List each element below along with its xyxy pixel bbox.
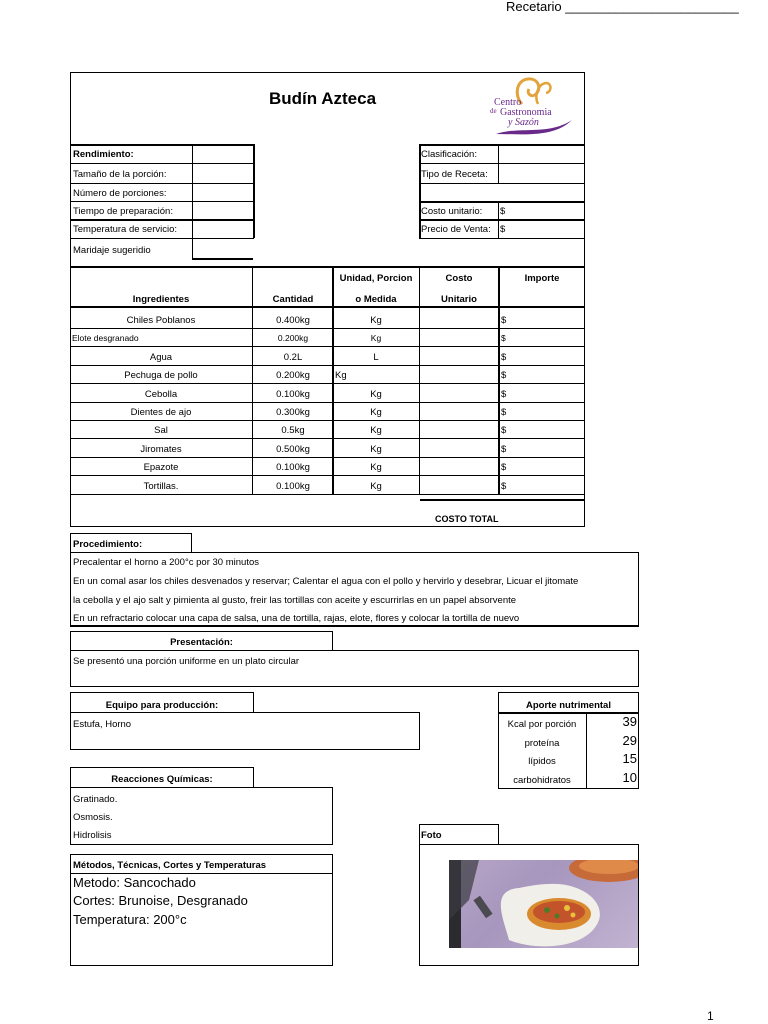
logo-text-line2a: de xyxy=(490,107,497,115)
ingredient-quantity: 0.200kg xyxy=(276,370,310,381)
presentacion-text: Se presentó una porción uniforme en un plato circular xyxy=(73,656,300,667)
info-left-label-3: Tiempo de preparación: xyxy=(73,206,173,217)
header-ingredientes: Ingredientes xyxy=(132,294,190,305)
ingredient-name: Sal xyxy=(154,425,168,436)
info-right-label-0: Clasificación: xyxy=(421,149,477,160)
info-left-label-2: Número de porciones: xyxy=(73,188,167,199)
header-costo-2: Unitario xyxy=(441,294,477,305)
logo-text-line1: Centro xyxy=(494,97,522,108)
ingredient-unit: Kg xyxy=(370,481,382,492)
ingredient-unit: Kg xyxy=(370,462,382,473)
ingredient-quantity: 0.5kg xyxy=(281,425,305,436)
ingredient-name: Jiromates xyxy=(140,444,182,455)
info-right-label-1: Tipo de Receta: xyxy=(421,169,488,180)
reacciones-line-2: Hidrolisis xyxy=(73,830,112,841)
header-costo-1: Costo xyxy=(445,273,473,284)
ingredient-quantity: 0.100kg xyxy=(276,462,310,473)
ingredient-importe: $ xyxy=(501,370,507,381)
ingredient-quantity: 0.400kg xyxy=(276,315,310,326)
ingredient-unit: Kg xyxy=(370,333,382,343)
procedimiento-line-1: En un comal asar los chiles desvenados y reservar; Calentar el agua con el pollo y hervirlo y desebrar, Licuar el jitomate xyxy=(73,576,579,587)
ingredient-name: Pechuga de pollo xyxy=(124,370,198,381)
ingredient-unit: Kg xyxy=(370,444,382,455)
metodos-line-0: Metodo: Sancochado xyxy=(73,875,196,890)
foto-label: Foto xyxy=(421,830,442,841)
logo xyxy=(488,74,578,142)
procedimiento-line-0: Precalentar el horno a 200°c por 30 minutos xyxy=(73,557,259,568)
ingredient-importe: $ xyxy=(501,425,507,436)
ingredient-importe: $ xyxy=(501,352,507,363)
presentacion-label: Presentación: xyxy=(170,637,233,648)
ingredient-importe: $ xyxy=(501,389,507,400)
ingredient-unit: Kg xyxy=(370,407,382,418)
ingredient-quantity: 0.100kg xyxy=(276,481,310,492)
aporte-row-value: 39 xyxy=(622,714,637,729)
info-right-value-2: $ xyxy=(500,206,506,217)
info-left-label-5: Maridaje sugeridio xyxy=(73,245,151,256)
ingredient-importe: $ xyxy=(501,462,507,473)
aporte-row-label: proteína xyxy=(524,737,560,749)
equipo-label: Equipo para producción: xyxy=(105,700,219,711)
ingredient-name: Dientes de ajo xyxy=(130,407,192,418)
dish-photo-icon xyxy=(449,860,638,948)
equipo-box xyxy=(70,712,420,750)
metodos-line-1: Cortes: Brunoise, Desgranado xyxy=(73,893,248,908)
ingredient-quantity: 0.300kg xyxy=(276,407,310,418)
metodos-label: Métodos, Técnicas, Cortes y Temperaturas xyxy=(73,860,267,871)
page-number: 1 xyxy=(707,1009,714,1023)
procedimiento-label: Procedimiento: xyxy=(73,539,143,550)
dish-photo xyxy=(449,860,638,948)
ingredient-name: Agua xyxy=(149,352,173,363)
ingredient-name: Chiles Poblanos xyxy=(126,315,196,326)
header-unidad-2: o Medida xyxy=(355,294,397,305)
equipo-text: Estufa, Horno xyxy=(73,719,132,730)
recipe-title: Budín Azteca xyxy=(269,89,377,108)
ingredient-unit: Kg xyxy=(335,370,347,381)
ingredient-unit: Kg xyxy=(370,425,382,436)
metodos-line-2: Temperatura: 200°c xyxy=(73,912,187,927)
info-left-label-0: Rendimiento: xyxy=(73,149,134,160)
ingredient-unit: Kg xyxy=(370,389,382,400)
logo-text-line3: y Sazón xyxy=(508,117,539,128)
info-right-label-3: Precio de Venta: xyxy=(421,224,491,235)
procedimiento-line-3: En un refractario colocar una capa de salsa, una de tortilla, rajas, elote, flores y colocar la tortilla de nuevo xyxy=(73,613,520,624)
reacciones-label: Reacciones Químicas: xyxy=(111,774,213,785)
reacciones-line-1: Osmosis. xyxy=(73,812,113,823)
aporte-row-value: 10 xyxy=(622,769,637,785)
ingredient-importe: $ xyxy=(501,407,507,418)
ingredient-importe: $ xyxy=(501,444,507,455)
ingredient-quantity: 0.2L xyxy=(283,352,303,363)
aporte-row-label: carbohidratos xyxy=(513,774,571,786)
ingredient-name: Elote desgranado xyxy=(72,333,139,343)
info-left-label-1: Tamaño de la porción: xyxy=(73,169,167,180)
costo-total-label: COSTO TOTAL xyxy=(435,514,499,524)
aporte-row-value: 29 xyxy=(622,732,637,748)
ingredient-quantity: 0.500kg xyxy=(276,444,310,455)
ingredient-quantity: 0.100kg xyxy=(276,389,310,400)
ingredient-importe: $ xyxy=(501,315,507,326)
info-right-value-3: $ xyxy=(500,224,506,235)
header-unidad-1: Unidad, Porcion xyxy=(339,273,413,284)
aporte-row-label: lípidos xyxy=(528,756,556,767)
ingredient-name: Epazote xyxy=(143,462,179,473)
info-right-label-2: Costo unitario: xyxy=(421,206,483,217)
ingredient-importe: $ xyxy=(501,333,506,343)
aporte-row-value: 15 xyxy=(622,751,637,766)
ingredient-importe: $ xyxy=(501,481,507,492)
ingredient-name: Tortillas. xyxy=(143,481,179,492)
ingredient-unit: Kg xyxy=(370,315,382,326)
recetario-label: Recetario ________________________ xyxy=(506,0,739,14)
header-cantidad: Cantidad xyxy=(272,294,314,305)
header-importe: Importe xyxy=(524,273,560,284)
reacciones-line-0: Gratinado. xyxy=(73,794,118,805)
aporte-row-label: Kcal por porción xyxy=(507,719,577,730)
info-left-label-4: Temperatura de servicio: xyxy=(73,224,178,235)
procedimiento-line-2: la cebolla y el ajo salt y pimienta al gusto, freir las tortillas con aceite y escurrirlas en un papel absorvente xyxy=(73,595,517,606)
ingredient-unit: L xyxy=(373,352,379,363)
aporte-label: Aporte nutrimental xyxy=(526,700,611,711)
ingredient-name: Cebolla xyxy=(144,389,178,400)
logo-text-line2b: Gastronomia xyxy=(500,107,552,118)
ingredient-quantity: 0.200kg xyxy=(277,333,309,343)
